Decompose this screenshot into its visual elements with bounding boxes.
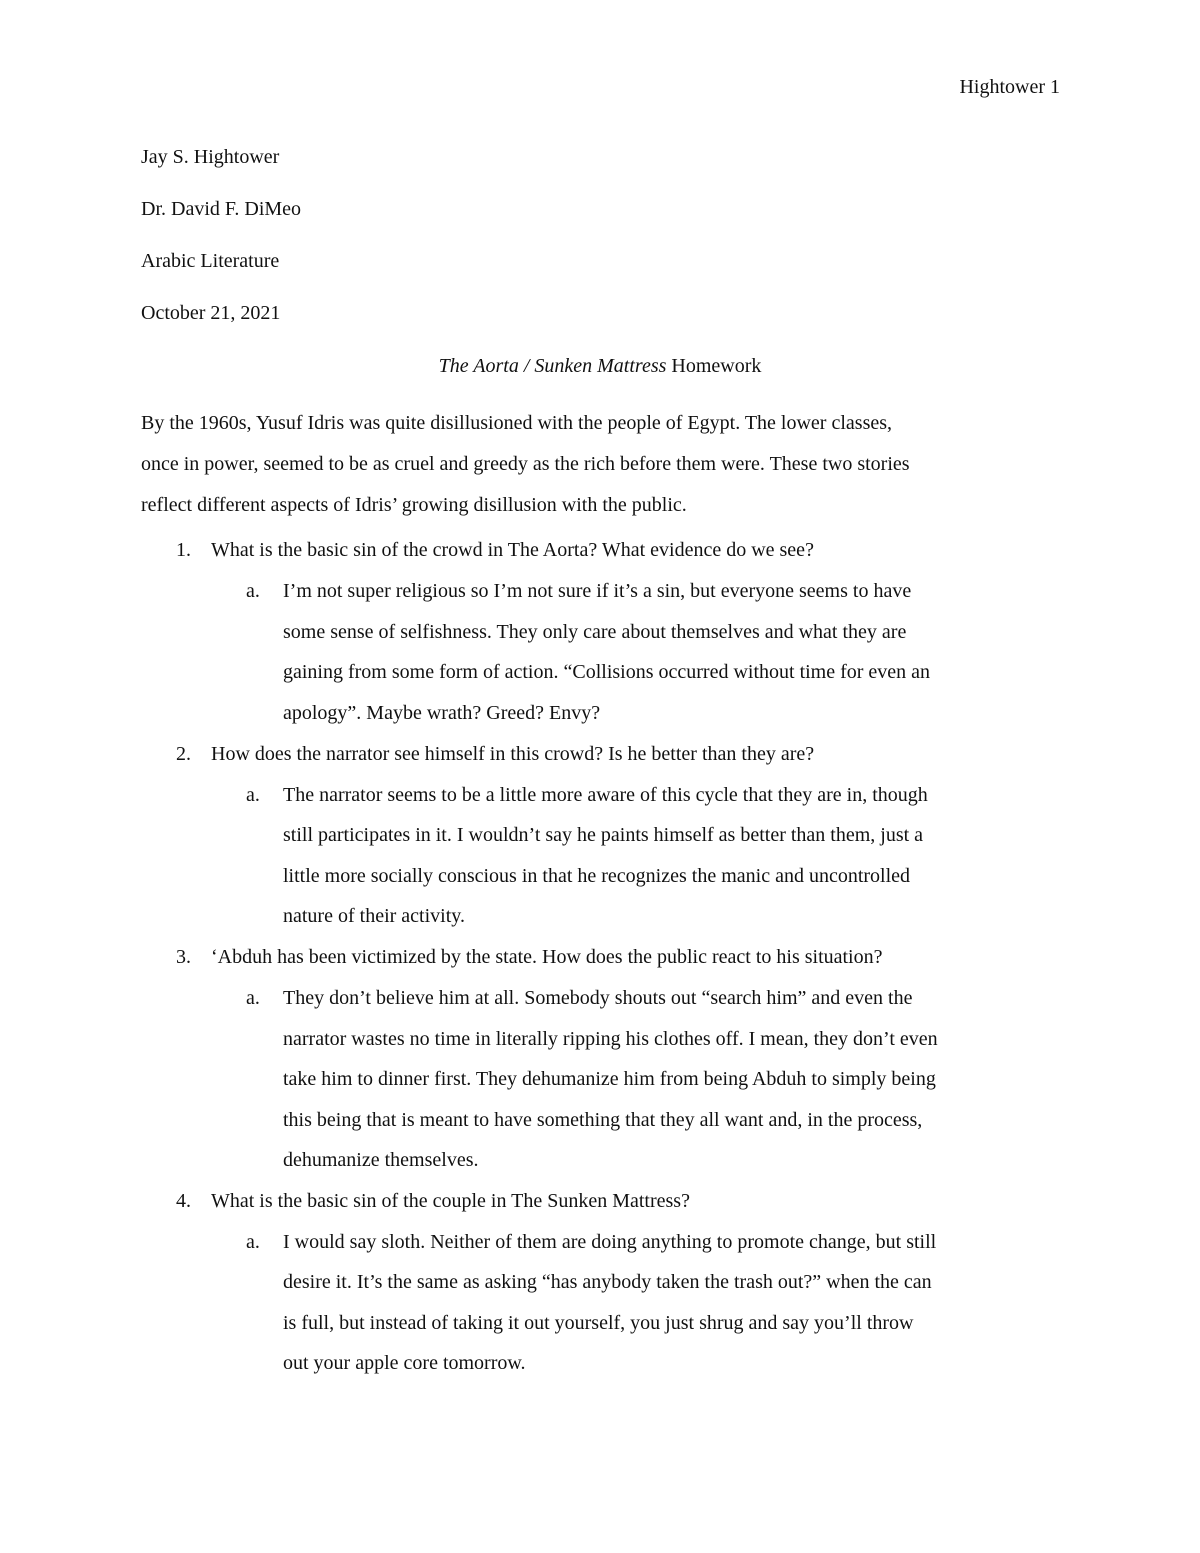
question-text: ‘Abduh has been victimized by the state. How does the public react to his situation? [211,946,883,968]
answer-line: I’m not super religious so I’m not sure if it’s a sin, but everyone seems to have [283,580,912,602]
answer-line: out your apple core tomorrow. [283,1352,526,1374]
title-plain: Homework [666,355,762,377]
question-number: 3. [176,946,191,968]
date: October 21, 2021 [141,302,281,324]
question-number: 2. [176,743,191,765]
answer-line: apology”. Maybe wrath? Greed? Envy? [283,702,601,724]
answer-line: take him to dinner first. They dehumanize him from being Abduh to simply being [283,1068,936,1090]
running-head: Hightower 1 [959,76,1060,98]
instructor-name: Dr. David F. DiMeo [141,198,302,220]
answer-label: a. [246,1231,260,1253]
question-number: 4. [176,1190,191,1212]
answer-line: The narrator seems to be a little more aware of this cycle that they are in, though [283,784,928,806]
answer-line: nature of their activity. [283,905,465,927]
intro-paragraph [141,403,910,526]
answer-line: They don’t believe him at all. Somebody shouts out “search him” and even the [283,987,913,1009]
answer-line: gaining from some form of action. “Collisions occurred without time for even an [283,661,931,683]
intro-line: By the 1960s, Yusuf Idris was quite disillusioned with the people of Egypt. The lower classes, [141,412,893,434]
answer-line: this being that is meant to have something that they all want and, in the process, [283,1109,923,1131]
answer-label: a. [246,987,260,1009]
mla-heading [141,142,301,350]
answer-line: desire it. It’s the same as asking “has anybody taken the trash out?” when the can [283,1271,932,1293]
answer-line: some sense of selfishness. They only care about themselves and what they are [283,621,907,643]
question-number: 1. [176,539,191,561]
course-name: Arabic Literature [141,250,280,272]
document-title [0,351,1200,381]
intro-line: once in power, seemed to be as cruel and greedy as the rich before them were. These two stories [141,453,910,475]
question-text: What is the basic sin of the crowd in The Aorta? What evidence do we see? [211,539,814,561]
intro-line: reflect different aspects of Idris’ growing disillusion with the public. [141,494,687,516]
question-text: How does the narrator see himself in this crowd? Is he better than they are? [211,743,815,765]
answer-line: narrator wastes no time in literally ripping his clothes off. I mean, they don’t even [283,1028,938,1050]
question-text: What is the basic sin of the couple in The Sunken Mattress? [211,1190,690,1212]
answer-line: I would say sloth. Neither of them are doing anything to promote change, but still [283,1231,937,1253]
answer-line: dehumanize themselves. [283,1149,479,1171]
answer-label: a. [246,580,260,602]
title-italic: The Aorta / Sunken Mattress [438,355,667,377]
answer-line: still participates in it. I wouldn’t say he paints himself as better than them, just a [283,824,924,846]
student-name: Jay S. Hightower [141,146,280,168]
answer-line: is full, but instead of taking it out yourself, you just shrug and say you’ll throw [283,1312,914,1334]
answer-label: a. [246,784,260,806]
answer-line: little more socially conscious in that he recognizes the manic and uncontrolled [283,865,911,887]
